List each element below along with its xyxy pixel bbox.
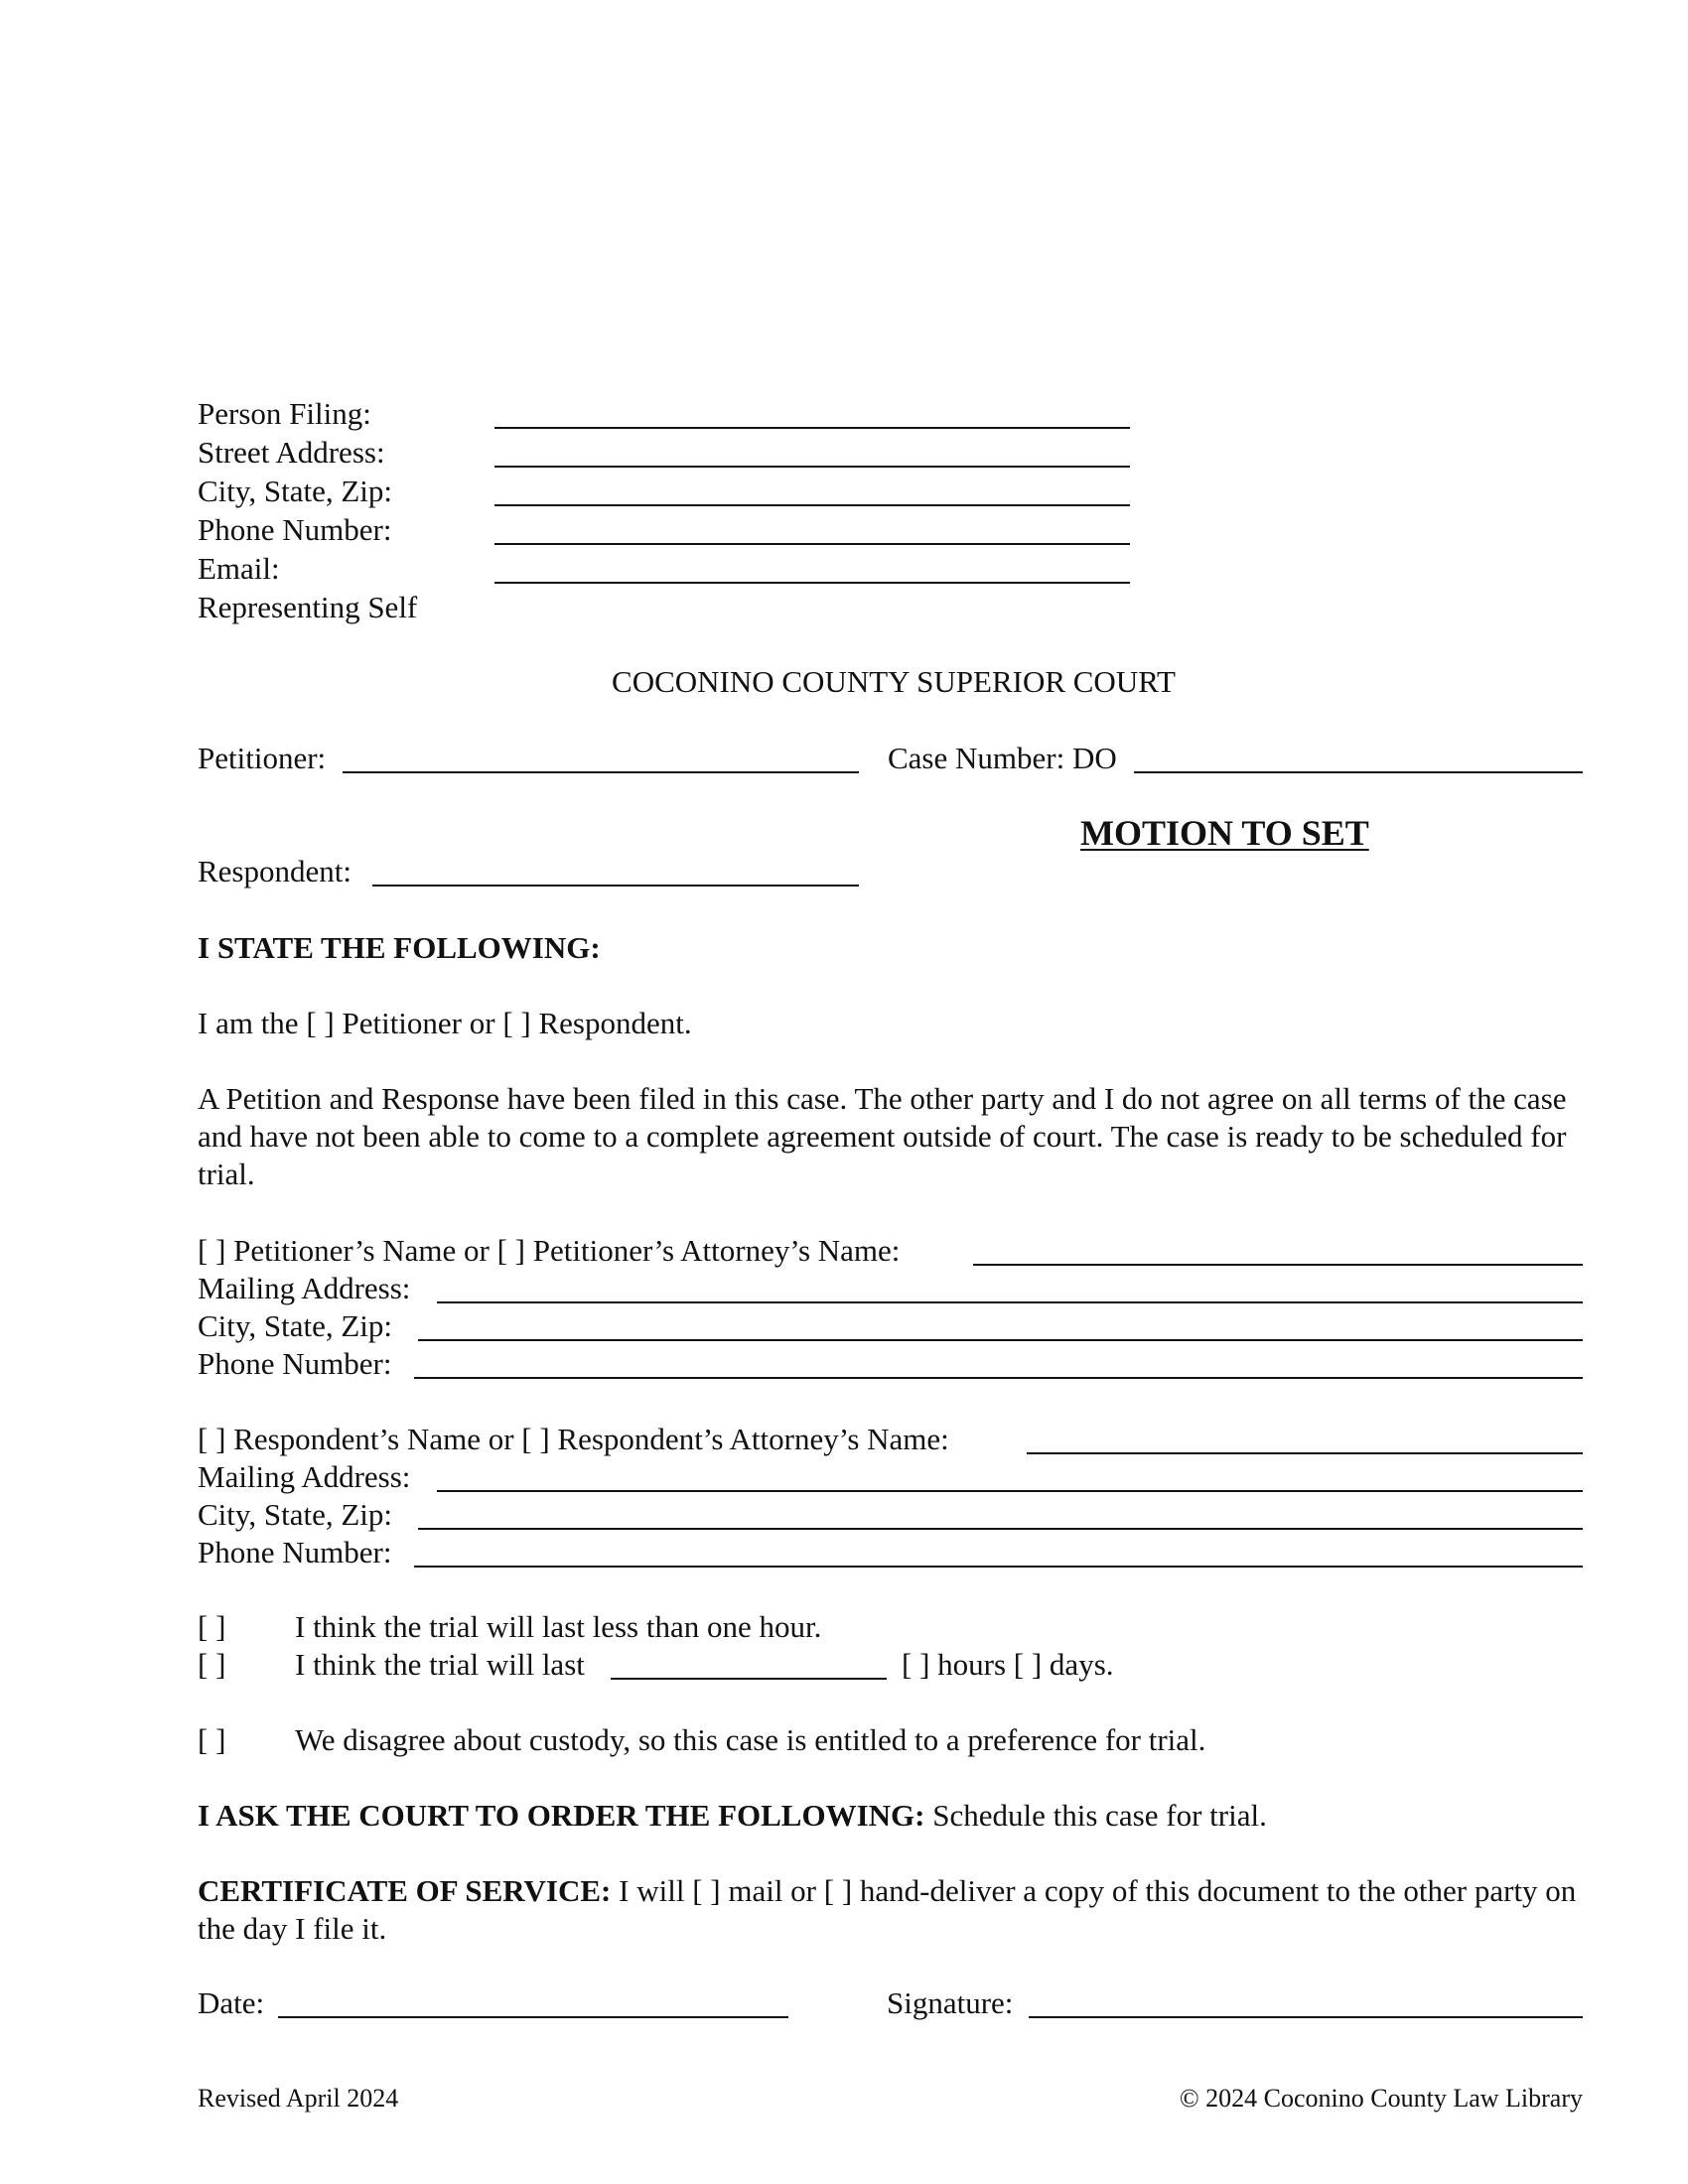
petitioner-mailing-field[interactable] [437, 1301, 1583, 1303]
petitioner-field[interactable] [343, 771, 859, 773]
respondent-name-label[interactable]: [ ] Respondent’s Name or [ ] Respondent’s Attorney’s Name: [198, 1422, 949, 1456]
trial-length-checkbox[interactable]: [ ] [198, 1647, 226, 1682]
petitioner-city-label: City, State, Zip: [198, 1308, 393, 1343]
trial-less-checkbox[interactable]: [ ] [198, 1609, 226, 1644]
date-label: Date: [198, 1985, 265, 2020]
trial-length-text: I think the trial will last [295, 1647, 585, 1682]
petitioner-label: Petitioner: [198, 741, 327, 775]
petitioner-name-label[interactable]: [ ] Petitioner’s Name or [ ] Petitioner’s Attorney’s Name: [198, 1233, 901, 1268]
copyright-notice: © 2024 Coconino County Law Library [1179, 2084, 1583, 2113]
phone-number-label: Phone Number: [198, 512, 392, 547]
revised-date: Revised April 2024 [198, 2084, 399, 2113]
petitioner-phone-field[interactable] [414, 1377, 1583, 1379]
email-label: Email: [198, 551, 280, 586]
petitioner-phone-label: Phone Number: [198, 1346, 392, 1381]
document-title: MOTION TO SET [1080, 813, 1369, 853]
statement-heading: I STATE THE FOLLOWING: [198, 930, 601, 965]
custody-text: We disagree about custody, so this case is entitled to a preference for trial. [295, 1722, 1206, 1757]
street-address-field[interactable] [494, 466, 1130, 468]
statement-paragraph: A Petition and Response have been filed in this case. The other party and I do not agree on all terms of the case and have not been able to come to a complete agreement outside of court. The case is ready to be scheduled for trial. [198, 1081, 1567, 1191]
phone-number-field[interactable] [494, 543, 1130, 545]
representing-self-label: Representing Self [198, 590, 418, 624]
petitioner-city-field[interactable] [418, 1339, 1583, 1341]
certificate-text: I will [ ] mail or [ ] hand-deliver a copy of this document to the other party on the day I file it. [198, 1873, 1577, 1946]
order-request [198, 1797, 1267, 1835]
date-field[interactable] [278, 2016, 788, 2018]
person-filing-label: Person Filing: [198, 396, 371, 431]
order-text: Schedule this case for trial. [924, 1798, 1267, 1833]
petitioner-name-field[interactable] [973, 1264, 1583, 1266]
certificate-heading: CERTIFICATE OF SERVICE: [198, 1873, 612, 1908]
respondent-city-field[interactable] [418, 1528, 1583, 1530]
email-field[interactable] [494, 582, 1130, 584]
respondent-mailing-field[interactable] [437, 1490, 1583, 1492]
respondent-phone-field[interactable] [414, 1566, 1583, 1568]
person-filing-field[interactable] [494, 427, 1130, 429]
custody-checkbox[interactable]: [ ] [198, 1722, 226, 1757]
respondent-label: Respondent: [198, 854, 352, 888]
trial-units-checkboxes[interactable]: [ ] hours [ ] days. [902, 1647, 1114, 1682]
signature-field[interactable] [1029, 2016, 1583, 2018]
case-number-label: Case Number: DO [888, 741, 1117, 775]
certificate-of-service[interactable] [198, 1872, 1586, 1948]
respondent-field[interactable] [372, 885, 859, 887]
respondent-phone-label: Phone Number: [198, 1535, 392, 1570]
petitioner-mailing-label: Mailing Address: [198, 1271, 411, 1305]
case-number-field[interactable] [1134, 771, 1583, 773]
court-name: COCONINO COUNTY SUPERIOR COURT [612, 664, 1176, 699]
street-address-label: Street Address: [198, 435, 385, 470]
order-heading: I ASK THE COURT TO ORDER THE FOLLOWING: [198, 1798, 925, 1833]
city-state-zip-label: City, State, Zip: [198, 474, 393, 508]
trial-length-field[interactable] [611, 1678, 887, 1680]
respondent-mailing-label: Mailing Address: [198, 1459, 411, 1494]
city-state-zip-field[interactable] [494, 504, 1130, 506]
trial-less-text: I think the trial will last less than one hour. [295, 1609, 822, 1644]
respondent-name-field[interactable] [1027, 1452, 1583, 1454]
respondent-city-label: City, State, Zip: [198, 1497, 393, 1532]
party-checkbox-line[interactable]: I am the [ ] Petitioner or [ ] Respondent. [198, 1006, 692, 1040]
signature-label: Signature: [887, 1985, 1014, 2020]
